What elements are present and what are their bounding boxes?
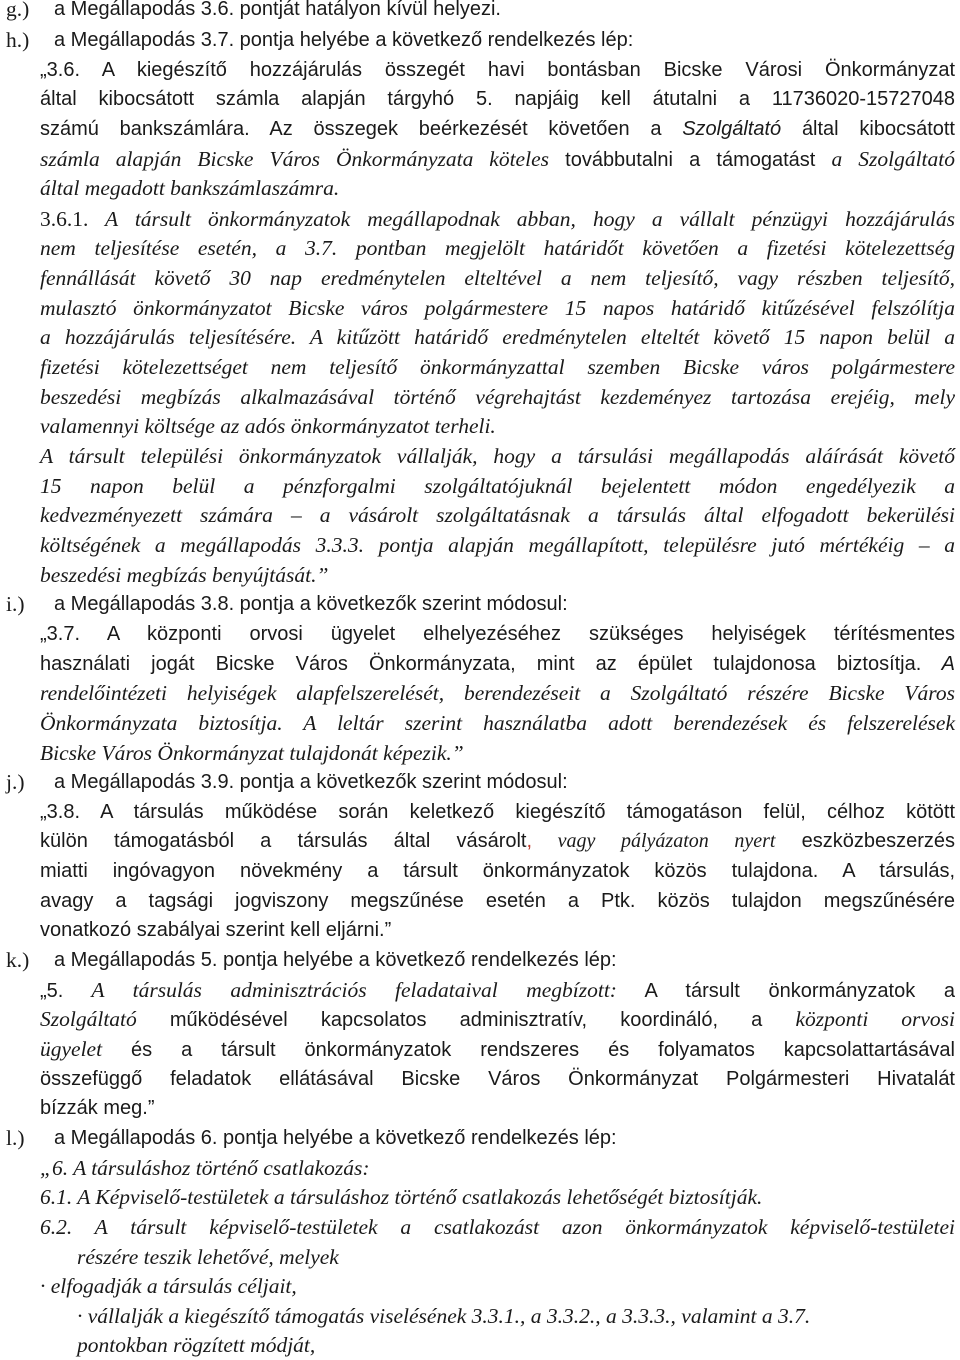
paragraph-line: ügyelet és a társult önkormányzatok rendszeres és folyamatos kapcsolattartásával: [40, 1037, 955, 1061]
paragraph-line: nem teljesítése esetén, a 3.7. pontban megjelölt határidőt követően a fizetési kötelezettség: [40, 236, 955, 260]
paragraph-line: beszedési megbízás alkalmazásával történő végrehajtást kezdeményez tartozása erejéig, mely: [40, 385, 955, 409]
paragraph-line: 6.2. A társult képviselő-testületek a csatlakozást azon önkormányzatok képviselő-testületei: [40, 1215, 955, 1239]
paragraph-line: mulasztó önkormányzatot Bicske város polgármestere 15 napos határidő kitűzésével felszólítja: [40, 296, 955, 320]
item-text: a Megállapodás 3.7. pontja helyébe a következő rendelkezés lép:: [54, 29, 634, 51]
paragraph-line: „3.8. A társulás működése során keletkező kiegészítő támogatáson felül, célhoz kötött: [40, 801, 955, 823]
paragraph-line: kedvezményezett számára – a vásárolt szolgáltatásnak a társulás által elfogadott bekerülési: [40, 503, 955, 527]
paragraph-line: A társult települési önkormányzatok vállalják, hogy a társulási megállapodás aláírását követő: [40, 444, 955, 468]
item-label: h.): [6, 28, 30, 52]
bullet-item: · vállalják a kiegészítő támogatás viselésének 3.3.1., a 3.3.2., a 3.3.3., valamint a 3.7.: [77, 1304, 811, 1328]
paragraph-line: 3.6.1. A társult önkormányzatok megállapodnak abban, hogy a vállalt pénzügyi hozzájárulás: [40, 207, 955, 231]
paragraph-line: miatti ingóvagyon növekmény a társult önkormányzatok közös tulajdona. A társulás,: [40, 860, 955, 882]
paragraph-line: „3.7. A központi orvosi ügyelet elhelyezéséhez szükséges helyiségek térítésmentes: [40, 623, 955, 645]
section-heading: „6. A társuláshoz történő csatlakozás:: [40, 1156, 370, 1180]
paragraph-line: 6.1. A Képviselő-testületek a társuláshoz történő csatlakozás lehetőségét biztosítják.: [40, 1185, 763, 1209]
item-text: a Megállapodás 6. pontja helyébe a következő rendelkezés lép:: [54, 1127, 617, 1149]
item-text: a Megállapodás 5. pontja helyébe a következő rendelkezés lép:: [54, 949, 617, 971]
item-label: g.): [6, 0, 30, 21]
paragraph-line: külön támogatásból a társulás által vásárolt, vagy pályázaton nyert eszközbeszerzés: [40, 830, 955, 852]
item-label: l.): [6, 1126, 25, 1150]
paragraph-line: használati jogát Bicske Város Önkormányzata, mint az épület tulajdonosa biztosítja. A: [40, 653, 955, 675]
paragraph-line: Önkormányzata biztosítja. A leltár szerint használatba adott berendezések és felszerelések: [40, 711, 955, 735]
item-text: a Megállapodás 3.8. pontja a következők szerint módosul:: [54, 593, 568, 615]
bullet-item: · elfogadják a társulás céljait,: [40, 1274, 297, 1298]
paragraph-line: fizetési kötelezettséget nem teljesítő önkormányzattal szemben Bicske város polgármestere: [40, 355, 955, 379]
bullet-icon: ·: [40, 1274, 46, 1298]
item-label: i.): [6, 592, 25, 616]
paragraph-line: Bicske Város Önkormányzat tulajdonát képezik.”: [40, 741, 464, 765]
paragraph-line: „3.6. A kiegészítő hozzájárulás összegét havi bontásban Bicske Városi Önkormányzat: [40, 59, 955, 81]
bullet-icon: ·: [77, 1304, 83, 1328]
paragraph-line: Szolgáltató működésével kapcsolatos adminisztratív, koordináló, a központi orvosi: [40, 1007, 955, 1031]
paragraph-line: valamennyi költsége az adós önkormányzatot terheli.: [40, 414, 496, 438]
paragraph-line: „5. A társulás adminisztrációs feladataival megbízott: A társult önkormányzatok a: [40, 978, 955, 1002]
paragraph-line: számla alapján Bicske Város Önkormányzata köteles továbbutalni a támogatást a Szolgáltató: [40, 147, 955, 171]
paragraph-line: összefüggő feladatok ellátásával Bicske Város Önkormányzat Polgármesteri Hivatalát: [40, 1068, 955, 1090]
paragraph-line: beszedési megbízás benyújtását.”: [40, 563, 329, 587]
paragraph-line: által megadott bankszámlaszámra.: [40, 176, 340, 200]
paragraph-line: költségének a megállapodás 3.3.3. pontja alapján megállapított, településre jutó mértékéig – a: [40, 533, 955, 557]
item-label: k.): [6, 948, 30, 972]
paragraph-line: részére teszik lehetővé, melyek: [77, 1245, 339, 1269]
paragraph-line: fennállását követő 30 nap eredménytelen elteltével a nem teljesítő, vagy részben teljesítő,: [40, 266, 955, 290]
item-label: j.): [6, 770, 25, 794]
paragraph-line: a hozzájárulás teljesítésére. A kitűzött határidő eredménytelen elteltét követő 15 napon belül a: [40, 325, 955, 349]
paragraph-line: bízzák meg.”: [40, 1097, 155, 1119]
paragraph-line: pontokban rögzített módját,: [77, 1333, 316, 1357]
paragraph-line: által kibocsátott számla alapján tárgyhó 5. napjáig kell átutalni a 11736020-15727048: [40, 88, 955, 110]
paragraph-line: vonatkozó szabályai szerint kell eljárni.”: [40, 919, 392, 941]
item-text: a Megállapodás 3.6. pontját hatályon kívül helyezi.: [54, 0, 501, 20]
paragraph-line: számú bankszámlára. Az összegek beérkezését követően a Szolgáltató által kibocsátott: [40, 118, 955, 140]
paragraph-line: 15 napon belül a pénzforgalmi szolgáltatójuknál bejelentett módon engedélyezik a: [40, 474, 955, 498]
item-text: a Megállapodás 3.9. pontja a következők szerint módosul:: [54, 771, 568, 793]
paragraph-line: rendelőintézeti helyiségek alapfelszerelését, berendezéseit a Szolgáltató részére Bicske Város: [40, 681, 955, 705]
paragraph-line: avagy a tagsági jogviszony megszűnése esetén a Ptk. közös tulajdon megszűnésére: [40, 890, 955, 912]
